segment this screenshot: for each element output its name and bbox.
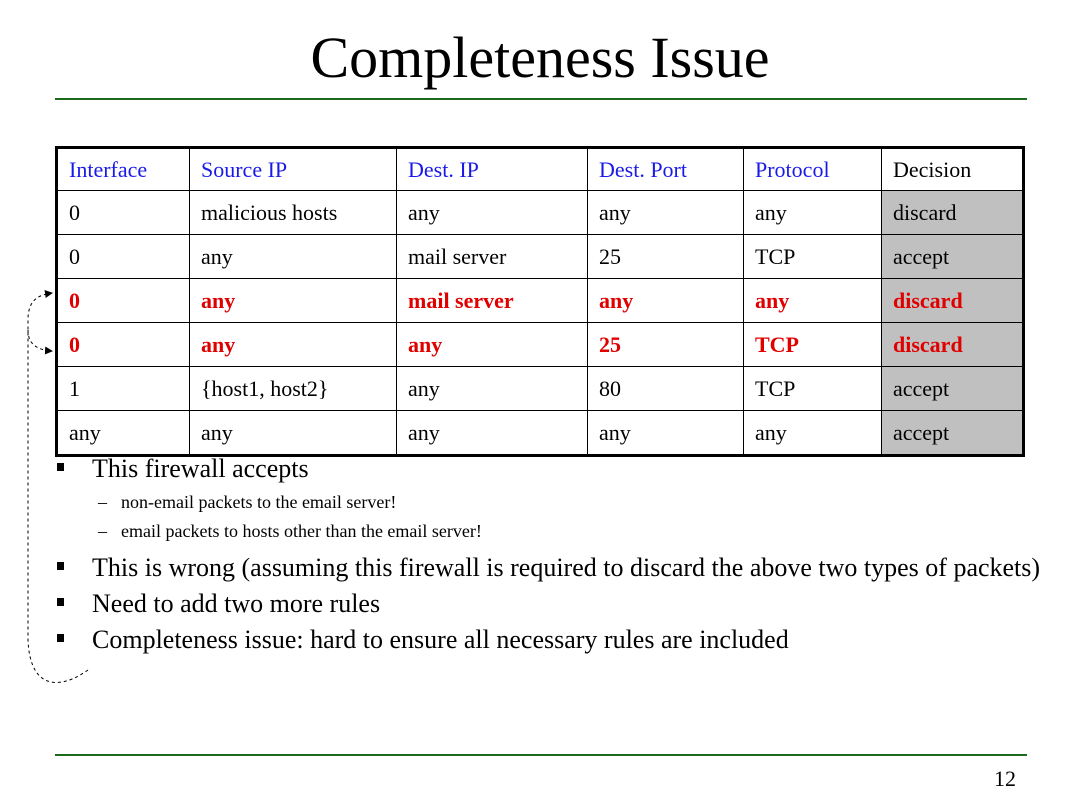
cell-dest-port: any	[588, 411, 744, 456]
header-dest-ip: Dest. IP	[397, 148, 588, 191]
cell-decision: discard	[882, 279, 1024, 323]
cell-dest-port: 25	[588, 235, 744, 279]
cell-protocol: any	[744, 279, 882, 323]
cell-source-ip: malicious hosts	[190, 191, 397, 235]
sub-bullet-text: non-email packets to the email server!	[121, 492, 397, 512]
cell-decision: accept	[882, 235, 1024, 279]
cell-interface: 0	[57, 191, 190, 235]
cell-interface: any	[57, 411, 190, 456]
cell-dest-ip: any	[397, 323, 588, 367]
cell-decision: accept	[882, 367, 1024, 411]
cell-source-ip: any	[190, 279, 397, 323]
header-protocol: Protocol	[744, 148, 882, 191]
cell-protocol: TCP	[744, 235, 882, 279]
cell-dest-ip: any	[397, 191, 588, 235]
dash-icon: –	[98, 521, 107, 541]
cell-dest-ip: any	[397, 411, 588, 456]
cell-decision: discard	[882, 191, 1024, 235]
cell-protocol: any	[744, 411, 882, 456]
slide-title: Completeness Issue	[310, 25, 770, 90]
header-dest-port: Dest. Port	[588, 148, 744, 191]
page-number: 12	[994, 766, 1016, 791]
bullet-text: Need to add two more rules	[92, 589, 381, 618]
cell-protocol: TCP	[744, 323, 882, 367]
cell-dest-port: 80	[588, 367, 744, 411]
header-interface: Interface	[57, 148, 190, 191]
cell-source-ip: any	[190, 411, 397, 456]
arrow-to-row-3	[28, 293, 88, 682]
cell-dest-ip: mail server	[397, 235, 588, 279]
header-source-ip: Source IP	[190, 148, 397, 191]
cell-dest-port: any	[588, 191, 744, 235]
dash-icon: –	[98, 492, 107, 512]
bullet-text: This is wrong (assuming this firewall is required to discard the above two types of packets)	[92, 553, 1041, 582]
arrow-to-row-4	[28, 330, 52, 351]
sub-bullet-text: email packets to hosts other than the email server!	[121, 521, 482, 541]
cell-interface: 0	[57, 279, 190, 323]
cell-dest-port: 25	[588, 323, 744, 367]
cell-dest-ip: mail server	[397, 279, 588, 323]
cell-interface: 0	[57, 235, 190, 279]
cell-interface: 0	[57, 323, 190, 367]
cell-interface: 1	[57, 367, 190, 411]
cell-dest-ip: any	[397, 367, 588, 411]
cell-protocol: any	[744, 191, 882, 235]
bullet-text: Completeness issue: hard to ensure all necessary rules are included	[92, 625, 789, 654]
footer-rule	[55, 754, 1027, 756]
header-decision: Decision	[882, 148, 1024, 191]
cell-source-ip: any	[190, 323, 397, 367]
cell-source-ip: any	[190, 235, 397, 279]
cell-dest-port: any	[588, 279, 744, 323]
cell-decision: discard	[882, 323, 1024, 367]
bullet-text: This firewall accepts	[92, 454, 309, 483]
cell-decision: accept	[882, 411, 1024, 456]
cell-protocol: TCP	[744, 367, 882, 411]
cell-source-ip: {host1, host2}	[190, 367, 397, 411]
